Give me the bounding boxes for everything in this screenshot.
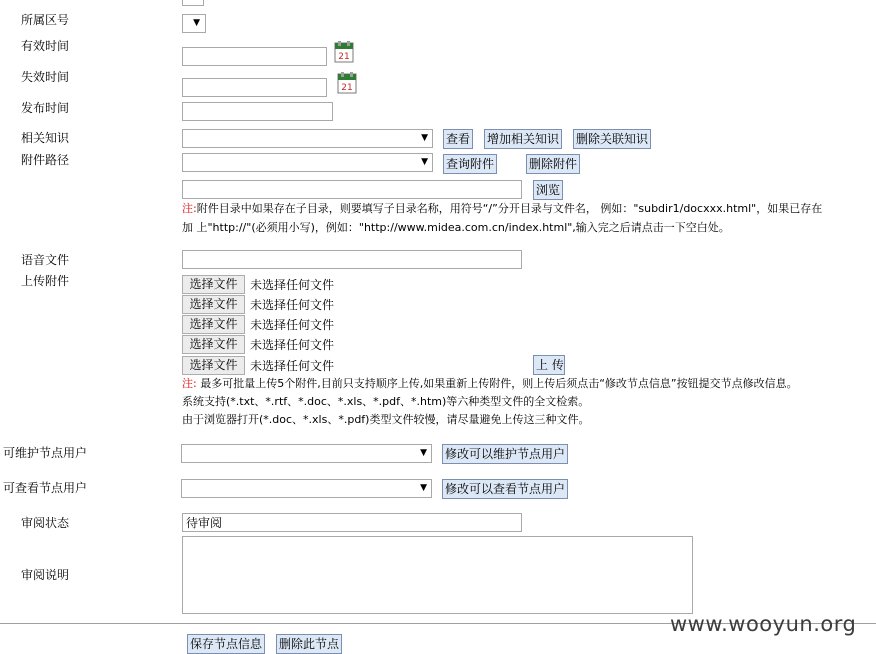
choose-file-button[interactable]: 选择文件 xyxy=(182,356,245,375)
chevron-down-icon: ▼ xyxy=(193,18,200,28)
attachment-path-label: 附件路径 xyxy=(21,153,70,167)
view-button[interactable]: 查看 xyxy=(443,129,473,149)
choose-file-button[interactable]: 选择文件 xyxy=(182,335,245,354)
publish-time-label: 发布时间 xyxy=(21,101,70,115)
chevron-down-icon: ▼ xyxy=(421,133,428,143)
choose-file-button[interactable]: 选择文件 xyxy=(182,315,245,334)
upload-note-line2: 系统支持(*.txt、*.rtf、*.doc、*.xls、*.pdf、*.htm)等六种类型文件的全文检索。 xyxy=(182,395,590,408)
effective-time-label: 有效时间 xyxy=(21,39,70,53)
file-status: 未选择任何文件 xyxy=(250,338,335,352)
upload-note-line3: 由于浏览器打开(*.doc、*.xls、*.pdf)类型文件较慢，请尽量避免上传这三种文件。 xyxy=(182,413,590,426)
review-status-label: 审阅状态 xyxy=(21,516,70,530)
modify-maintainers-button[interactable]: 修改可以维护节点用户 xyxy=(442,444,568,464)
svg-text:21: 21 xyxy=(341,83,353,93)
delete-related-button[interactable]: 删除关联知识 xyxy=(573,129,651,149)
file-status: 未选择任何文件 xyxy=(250,359,335,373)
effective-time-input[interactable] xyxy=(182,47,327,66)
upload-note-prefix: 注: xyxy=(182,377,197,390)
choose-file-button[interactable]: 选择文件 xyxy=(182,275,245,294)
file-status: 未选择任何文件 xyxy=(250,278,335,292)
calendar-icon-effective[interactable] xyxy=(333,40,353,62)
add-related-button[interactable]: 增加相关知识 xyxy=(484,129,562,149)
maintainer-users-select[interactable] xyxy=(181,444,432,463)
voice-file-input[interactable] xyxy=(182,250,522,269)
review-note-label: 审阅说明 xyxy=(21,568,70,582)
maintainer-users-label: 可维护节点用户 xyxy=(3,446,88,460)
file-status: 未选择任何文件 xyxy=(250,318,335,332)
viewer-users-label: 可查看节点用户 xyxy=(3,481,88,495)
choose-file-button[interactable]: 选择文件 xyxy=(182,295,245,314)
attachment-path-select[interactable] xyxy=(182,153,433,172)
delete-attachment-button[interactable]: 删除附件 xyxy=(526,154,580,174)
query-attachment-button[interactable]: 查询附件 xyxy=(443,154,497,174)
related-knowledge-label: 相关知识 xyxy=(21,131,70,145)
area-code-select[interactable] xyxy=(182,14,206,33)
chevron-down-icon: ▼ xyxy=(420,483,427,493)
path-note-line1 xyxy=(182,202,822,216)
upload-note-text: 最多可批量上传5个附件,目前只支持顺序上传,如果重新上传附件，则上传后须点击“修改节点信息”按钮提交节点修改信息。 xyxy=(196,377,798,390)
svg-text:21: 21 xyxy=(338,52,350,62)
related-knowledge-select[interactable] xyxy=(182,129,433,148)
review-status-input[interactable] xyxy=(182,513,522,532)
path-note-line2: 加 上"http://"(必须用小写)，例如："http://www.midea.com.cn/index.html",输入完之后请点击一下空白处。 xyxy=(182,221,730,234)
viewer-users-select[interactable] xyxy=(181,479,432,498)
review-note-textarea[interactable] xyxy=(182,536,693,614)
publish-time-input[interactable] xyxy=(182,102,333,121)
voice-file-label: 语音文件 xyxy=(21,253,70,267)
chevron-down-icon: ▼ xyxy=(420,448,427,458)
delete-node-button[interactable]: 删除此节点 xyxy=(276,634,342,654)
upload-attachment-label: 上传附件 xyxy=(21,274,70,288)
area-code-label: 所属区号 xyxy=(21,13,70,27)
path-note-text: 附件目录中如果存在子目录，则要填写子目录名称，用符号“/”分开目录与文件名， 例如："subdir1/docxxx.html"，如果已存在 xyxy=(196,202,823,215)
chevron-down-icon: ▼ xyxy=(421,157,428,167)
file-status: 未选择任何文件 xyxy=(250,298,335,312)
browse-button[interactable]: 浏览 xyxy=(533,180,563,200)
save-node-button[interactable]: 保存节点信息 xyxy=(187,634,265,654)
attachment-path-input[interactable] xyxy=(182,180,522,199)
expiry-time-input[interactable] xyxy=(182,78,327,97)
expiry-time-label: 失效时间 xyxy=(21,70,70,84)
calendar-icon-expiry[interactable] xyxy=(336,71,356,93)
top-cut-select[interactable] xyxy=(182,0,204,6)
modify-viewers-button[interactable]: 修改可以查看节点用户 xyxy=(442,479,568,499)
upload-note-line1 xyxy=(182,377,798,391)
upload-button[interactable]: 上 传 xyxy=(533,355,565,375)
watermark: www.wooyun.org xyxy=(670,612,857,636)
path-note-prefix: 注: xyxy=(182,202,197,215)
